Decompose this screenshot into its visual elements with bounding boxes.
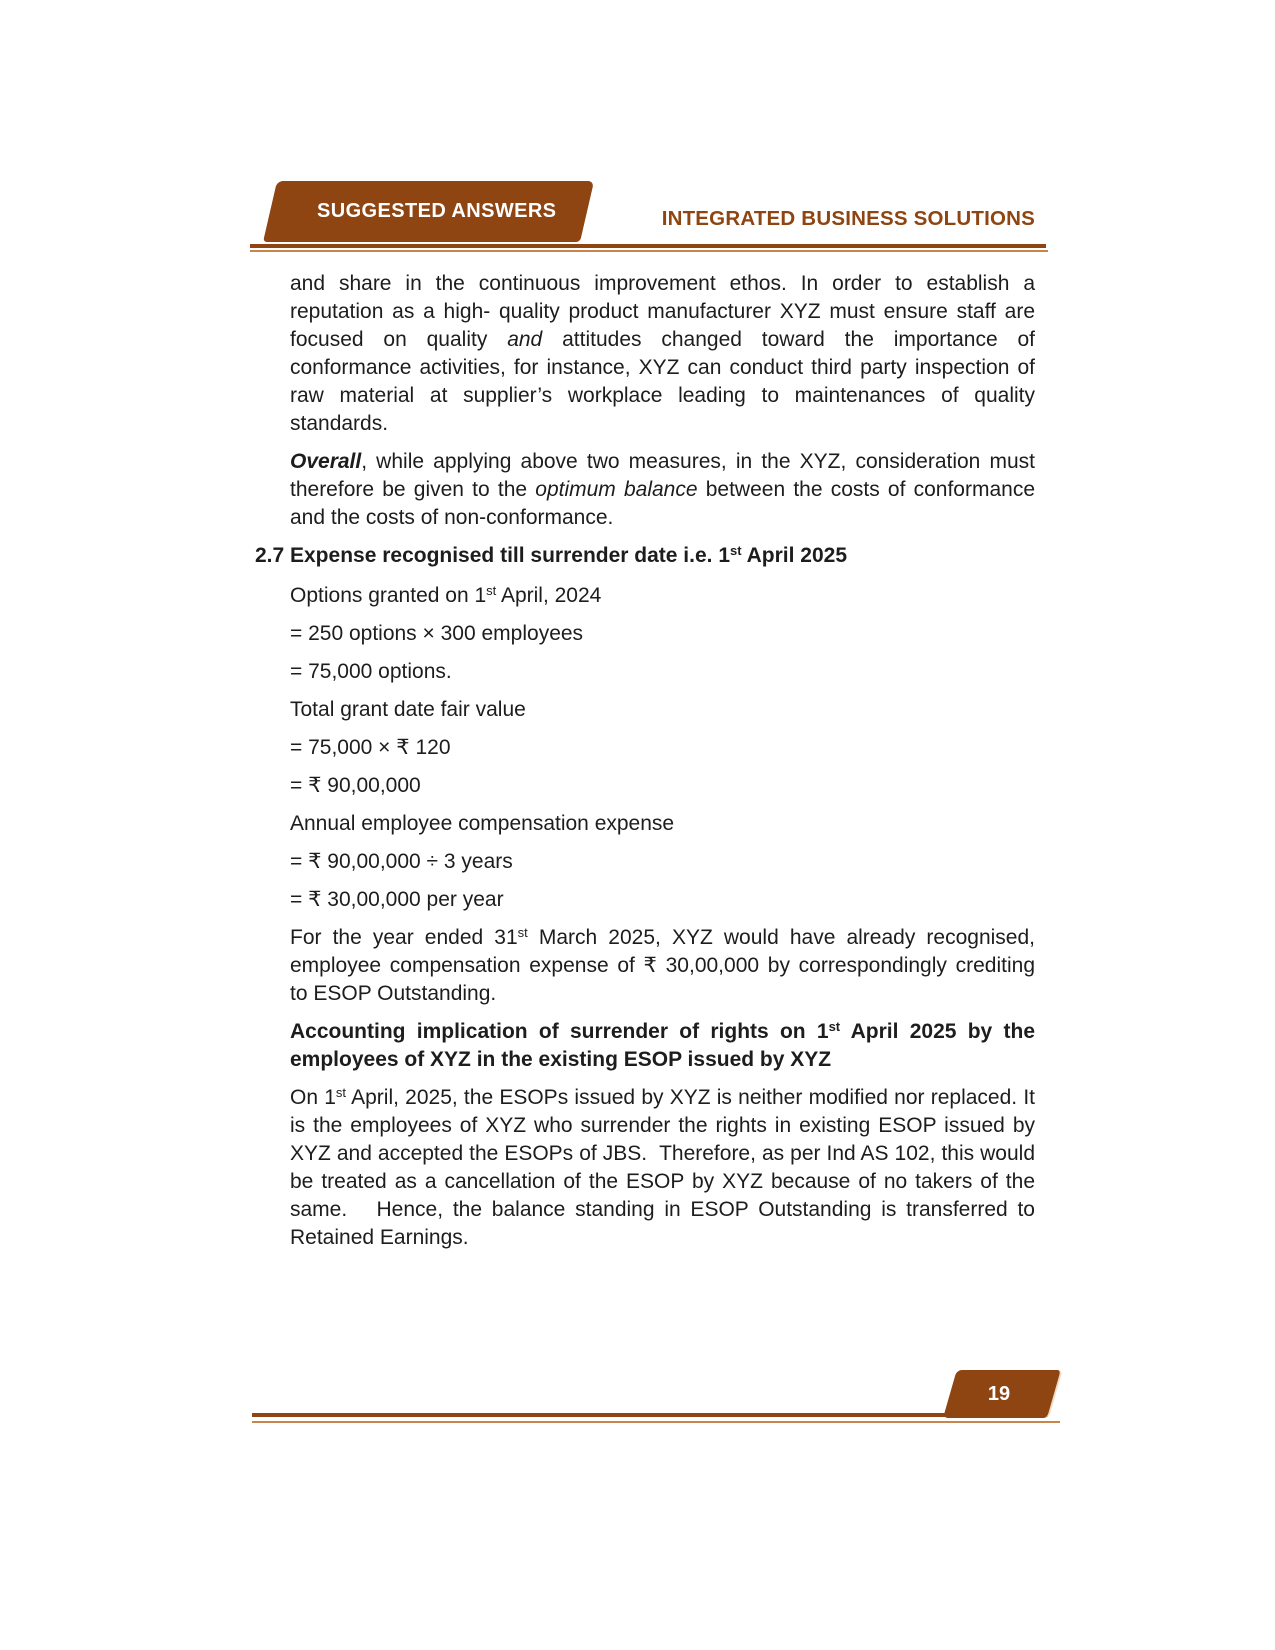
text-run: For the year ended 31 — [290, 926, 518, 949]
text-run: = 75,000 options. — [290, 660, 452, 683]
paragraph — [290, 886, 1035, 914]
paragraph — [290, 772, 1035, 800]
text-run: Options granted on 1 — [290, 584, 487, 607]
document-body — [255, 270, 1035, 1262]
paragraph — [290, 848, 1035, 876]
text-run: On 1 — [290, 1086, 336, 1109]
text-run: st — [335, 1085, 347, 1100]
page-number: 19 — [987, 1383, 1011, 1405]
text-run: st — [517, 925, 528, 940]
text-run: Accounting implication of surrender of rights on 1 — [290, 1020, 829, 1043]
text-run: between the costs of conformance and the costs of non-conformance. — [290, 478, 1035, 529]
header-rule-thick — [250, 244, 1046, 248]
section-heading-text — [290, 544, 847, 567]
sub-heading — [290, 1018, 1035, 1074]
paragraph — [290, 810, 1035, 838]
paragraph — [290, 658, 1035, 686]
text-run: Annual employee compensation expense — [290, 812, 675, 835]
text-run: optimum balance — [535, 478, 698, 501]
footer-rule-thin — [252, 1421, 1060, 1423]
text-run: and — [507, 328, 543, 351]
header-rule-thin — [250, 250, 1048, 252]
text-run: April, 2025, the ESOPs issued by XYZ is neither modified nor replaced. It is the employees of XYZ who surrender the rights in existing ESOP issued by XYZ and accepted the ESOPs of JBS. Therefore, as per Ind AS 102, this would be treated as a cancellation of the ESOP by XYZ because of no takers of the same. Hence, the balance standing in ESOP Outstanding is transferred to Retained Earnings. — [290, 1086, 1035, 1249]
text-run: st — [828, 1019, 841, 1034]
paragraph — [290, 582, 1035, 610]
text-run: = 250 options × 300 employees — [290, 622, 584, 645]
text-run: st — [486, 583, 497, 598]
text-run: = ₹ 90,00,000 ÷ 3 years — [290, 850, 513, 873]
paragraph — [290, 924, 1035, 1008]
text-run: , while applying above two measures, in the XYZ, consideration must therefore be given to the — [290, 450, 1035, 501]
text-run: and share in the continuous improvement ethos. In order to establish a reputation as a high- quality product manufacturer XYZ must ensure staff are focused on quality — [290, 272, 1035, 351]
text-run: st — [730, 543, 742, 558]
paragraph — [290, 448, 1035, 532]
text-run: Expense recognised till surrender date i.e. 1 — [290, 544, 730, 567]
paragraph — [290, 270, 1035, 438]
text-run: April 2025 by the employees of XYZ in the existing ESOP issued by XYZ — [290, 1020, 1035, 1071]
text-run: April 2025 — [741, 544, 848, 567]
header-tab-label: SUGGESTED ANSWERS — [317, 200, 557, 222]
text-run: attitudes changed toward the importance of conformance activities, for instance, XYZ can conduct third party inspection of raw material at supplier’s workplace leading to maintenances of quality standards. — [290, 328, 1035, 435]
section-number: 2.7 — [255, 544, 285, 567]
text-run: April, 2024 — [496, 584, 602, 607]
text-run: = ₹ 90,00,000 — [290, 774, 421, 797]
text-run: March 2025, XYZ would have already recognised, employee compensation expense of ₹ 30,00,000 by correspondingly crediting to ESOP Outstanding. — [290, 926, 1035, 1005]
footer-rule-thick — [252, 1413, 1048, 1417]
text-run: = ₹ 30,00,000 per year — [290, 888, 504, 911]
text-run: Total grant date fair value — [290, 698, 526, 721]
text-run: Overall — [290, 450, 362, 473]
section-heading — [255, 542, 1035, 570]
paragraph — [290, 620, 1035, 648]
text-run: = 75,000 × ₹ 120 — [290, 736, 451, 759]
header-right-title: INTEGRATED BUSINESS SOLUTIONS — [661, 207, 1035, 230]
paragraph — [290, 696, 1035, 724]
paragraph — [290, 734, 1035, 762]
paragraph — [290, 1084, 1035, 1252]
